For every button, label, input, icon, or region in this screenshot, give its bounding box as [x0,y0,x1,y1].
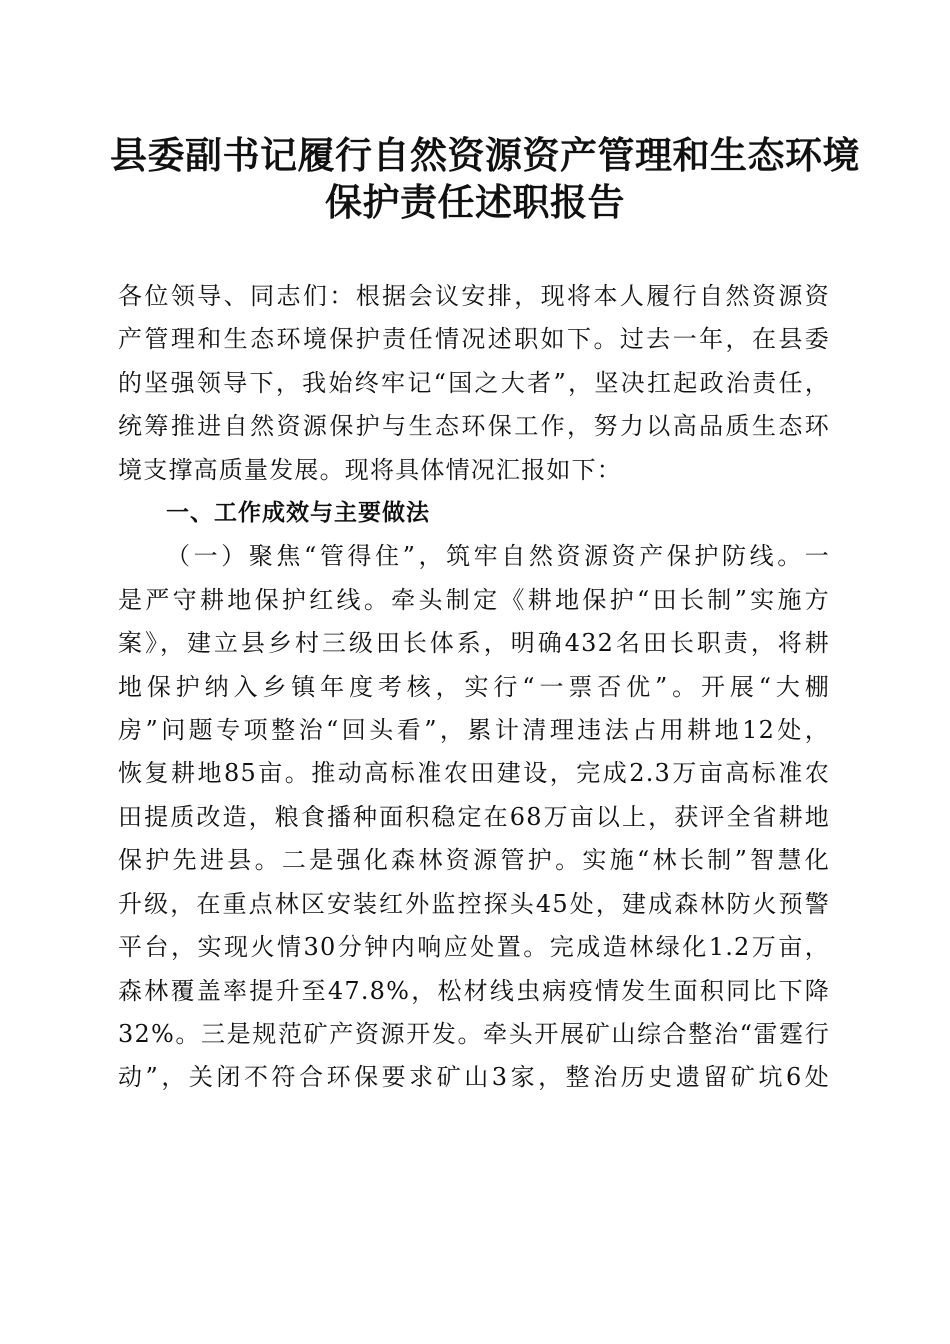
intro-line: 各位领导、同志们：根据会议安排，现将本人履行自然资源资 [118,282,830,310]
section-line: 保护先进县。二是强化森林资源管护。实施“林长制”智慧化 [118,846,830,875]
document-title [110,132,860,226]
intro-line: 境支撑高质量发展。现将具体情况汇报如下： [118,455,622,484]
section-line: 案》，建立县乡村三级田长体系，明确432名田长职责，将耕 [118,629,830,658]
title-line-2: 保护责任述职报告 [325,180,625,224]
intro-line: 统筹推进自然资源保护与生态环保工作，努力以高品质生态环 [118,412,830,441]
section-heading: 一、工作成效与主要做法 [166,500,430,527]
section-line: 森林覆盖率提升至47.8%，松材线虫病疫情发生面积同比下降 [118,976,830,1005]
intro-line: 产管理和生态环境保护责任情况述职如下。过去一年，在县委 [118,325,830,354]
section-line: 地保护纳入乡镇年度考核，实行“一票否优”。开展“大棚 [118,672,830,701]
section-line: 升级，在重点林区安装红外监控探头45处，建成森林防火预警 [118,889,830,918]
section-line: 房”问题专项整治“回头看”，累计清理违法占用耕地12处， [118,716,830,745]
section-line: 是严守耕地保护红线。牵头制定《耕地保护“田长制”实施方 [118,585,830,614]
section-line: （一）聚焦“管得住”，筑牢自然资源资产保护防线。一 [166,542,830,571]
intro-line: 的坚强领导下，我始终牢记“国之大者”，坚决扛起政治责任， [118,368,830,397]
document-body [118,275,830,1100]
section-line: 32%。三是规范矿产资源开发。牵头开展矿山综合整治“雷霆行 [118,1019,830,1048]
section-line: 田提质改造，粮食播种面积稳定在68万亩以上，获评全省耕地 [118,802,830,831]
intro-paragraph [118,275,830,492]
section-line: 动”，关闭不符合环保要求矿山3家，整治历史遗留矿坑6处 [118,1063,830,1092]
section-line: 平台，实现火情30分钟内响应处置。完成造林绿化1.2万亩， [118,933,830,962]
section-paragraph [118,535,830,1099]
title-line-1: 县委副书记履行自然资源资产管理和生态环境 [110,133,860,177]
section-line: 恢复耕地85亩。推动高标准农田建设，完成2.3万亩高标准农 [118,759,830,788]
